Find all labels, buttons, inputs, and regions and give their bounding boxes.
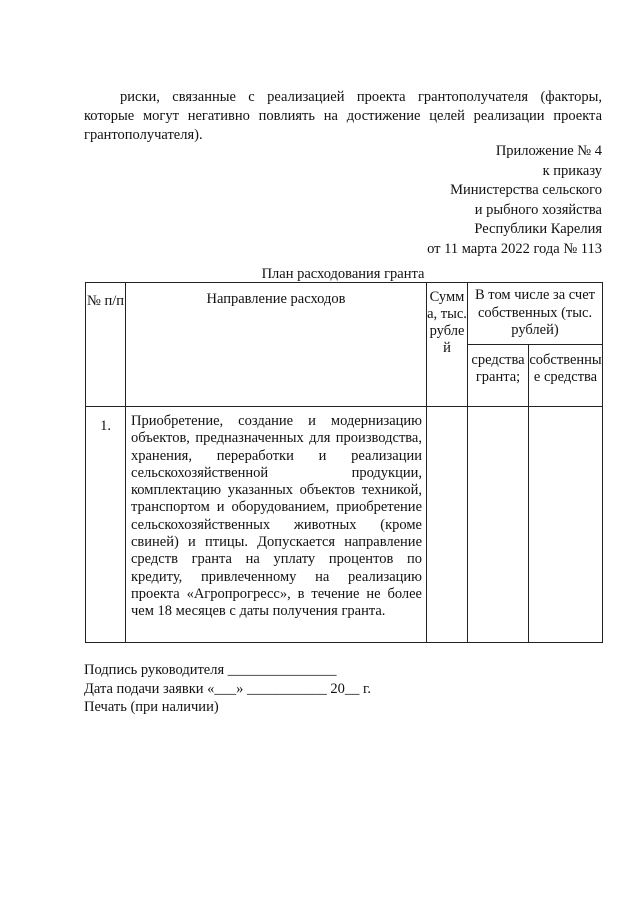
header-including: В том числе за счет собственных (тыс. рублей) (468, 283, 603, 345)
appendix-line: Приложение № 4 (495, 143, 602, 159)
row-sum-cell (427, 407, 468, 643)
row-number: 1. (86, 407, 126, 643)
row-grant-cell (468, 407, 529, 643)
seal-line: Печать (при наличии) (84, 699, 219, 715)
header-number: № п/п (86, 283, 126, 407)
grant-spending-table (85, 282, 603, 643)
appendix-line: Министерства сельского (450, 182, 602, 198)
appendix-line: и рыбного хозяйства (474, 201, 602, 218)
appendix-header (427, 142, 602, 259)
appendix-line: от 11 марта 2022 года № 113 (427, 240, 602, 257)
row-description: Приобретение, создание и модернизацию объектов, предназначенных для производства, хранения, переработки и реализации сельскохозяйственной продукции, комплектацию указанных объектов техникой, транспортом и оборудованием, приобретение сельскохозяйственных животных (кроме свиней) и птицы. Допускается направление средств гранта на уплату процентов по кредиту, привлеченному на реализацию проекта «Агропрогресс», в течение не более чем 18 месяцев с даты получения гранта. (126, 407, 427, 643)
signature-block (84, 661, 371, 717)
intro-paragraph: риски, связанные с реализацией проекта грантополучателя (факторы, которые могут негативно повлиять на достижение целей реализации проекта грантополучателя). (84, 89, 602, 143)
header-sum: Сумма, тыс. рублей (427, 283, 468, 407)
header-own-funds: собственные средства (529, 345, 603, 407)
table-title: План расходования гранта (261, 266, 425, 282)
header-grant-funds: средства гранта; (468, 345, 529, 407)
appendix-line: к приказу (542, 162, 602, 179)
table-row (86, 407, 603, 643)
submission-date-line: Дата подачи заявки «___» ___________ 20__ г. (84, 680, 371, 697)
appendix-line: Республики Карелия (474, 221, 602, 237)
row-own-cell (529, 407, 603, 643)
header-direction: Направление расходов (126, 283, 427, 407)
signature-line: Подпись руководителя _______________ (84, 662, 337, 678)
